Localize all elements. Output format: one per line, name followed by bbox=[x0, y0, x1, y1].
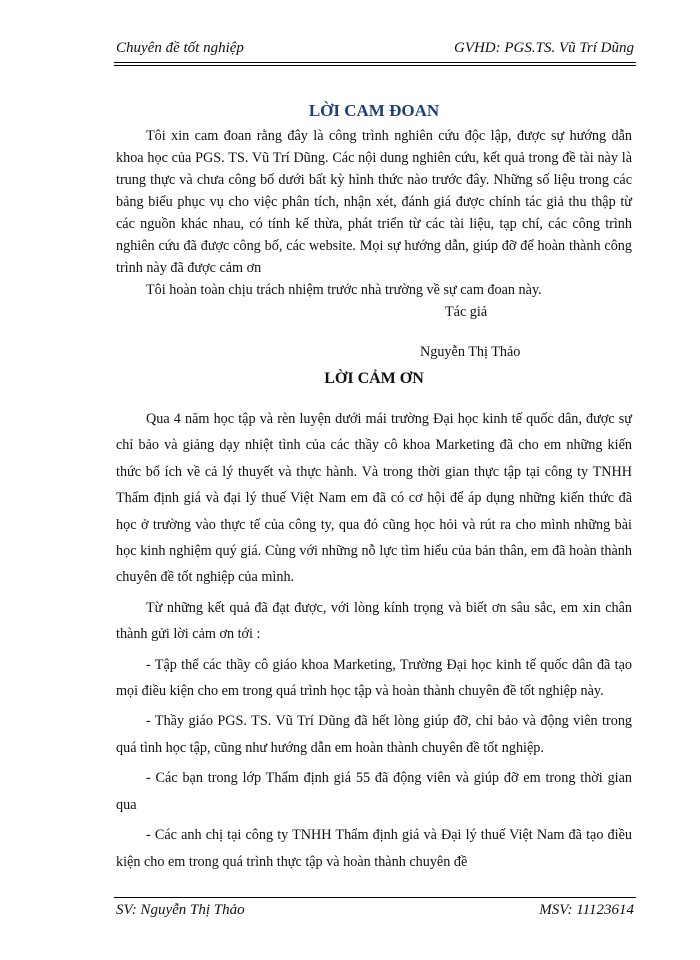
footer-student-name: SV: Nguyễn Thị Thảo bbox=[116, 902, 245, 918]
acknowledgement-list-item: - Thầy giáo PGS. TS. Vũ Trí Dũng đã hết lòng giúp đỡ, chỉ bảo và động viên trong quá tình học tập, cũng như hướng dẫn em hoàn thành chuyên đề tốt nghiệp. bbox=[116, 713, 632, 756]
author-name: Nguyễn Thị Thảo bbox=[420, 344, 521, 360]
acknowledgement-paragraph: Qua 4 năm học tập và rèn luyện dưới mái trường Đại học kinh tế quốc dân, được sự chỉ bảo và giảng dạy nhiệt tình của các thầy cô khoa Marketing đã cho em những kiến thức bổ ích về cả lý thuyết và thực hành. Và trong thời gian thực tập tại công ty TNHH Thẩm định giá và đại lý thuế Việt Nam em đã có cơ hội để áp dụng những kiến thức đã học ở trường vào thực tế của công ty, qua đó cũng học hỏi và rút ra cho mình những bài học kinh nghiệm quý giá. Cùng với những nỗ lực tìm hiểu của bản thân, em đã hoàn thành chuyên đề tốt nghiệp của mình. bbox=[116, 411, 632, 586]
header-document-type: Chuyên đề tốt nghiệp bbox=[116, 40, 244, 56]
commitment-paragraph: Tôi hoàn toàn chịu trách nhiệm trước nhà trường về sự cam đoan này. bbox=[146, 282, 542, 298]
header-rule bbox=[114, 62, 636, 66]
commitment-title: LỜI CAM ĐOAN bbox=[308, 101, 440, 120]
acknowledgement-section bbox=[116, 406, 632, 879]
commitment-section bbox=[116, 125, 632, 363]
page-header bbox=[116, 40, 634, 60]
acknowledgement-list-item: - Tập thể các thầy cô giáo khoa Marketing, Trường Đại học kinh tế quốc dân đã tạo mọi điều kiện cho em trong quá trình học tập và hoàn thành chuyên đề tốt nghiệp này. bbox=[116, 656, 632, 700]
author-label: Tác giả bbox=[445, 304, 488, 320]
footer-student-id: MSV: 11123614 bbox=[539, 902, 634, 918]
commitment-paragraph: Tôi xin cam đoan rằng đây là công trình nghiên cứu độc lập, được sự hướng dẫn khoa học của PGS. TS. Vũ Trí Dũng. Các nội dung nghiên cứu, kết quả trong đề tài này là trung thực và chưa công bố dưới bất kỳ hình thức nào trước đây. Những số liệu trong các bảng biểu phục vụ cho việc phân tích, nhận xét, đánh giá được chính tác giả thu thập từ các nguồn khác nhau, có tính kế thừa, phát triển từ các tài liệu, tạp chí, các công trình nghiên cứu đã được công bố, các website. Mọi sự hướng dẫn, giúp đỡ để hoàn thành công trình này đã được cảm ơn bbox=[116, 128, 632, 276]
acknowledgement-list-item: - Các anh chị tại công ty TNHH Thẩm định giá và Đại lý thuế Việt Nam đã tạo điều kiện cho em trong quá trình thực tập và hoàn thành chuyên đề bbox=[116, 827, 632, 870]
acknowledgement-paragraph: Từ những kết quả đã đạt được, với lòng kính trọng và biết ơn sâu sắc, em xin chân thành gửi lời cảm ơn tới : bbox=[116, 599, 632, 643]
footer-rule bbox=[114, 897, 636, 898]
header-supervisor: GVHD: PGS.TS. Vũ Trí Dũng bbox=[453, 40, 634, 56]
page-footer bbox=[116, 902, 634, 922]
acknowledgement-title: LỜI CẢM ƠN bbox=[324, 370, 424, 387]
acknowledgement-list-item: - Các bạn trong lớp Thẩm định giá 55 đã động viên và giúp đỡ em trong thời gian qua bbox=[116, 770, 632, 813]
